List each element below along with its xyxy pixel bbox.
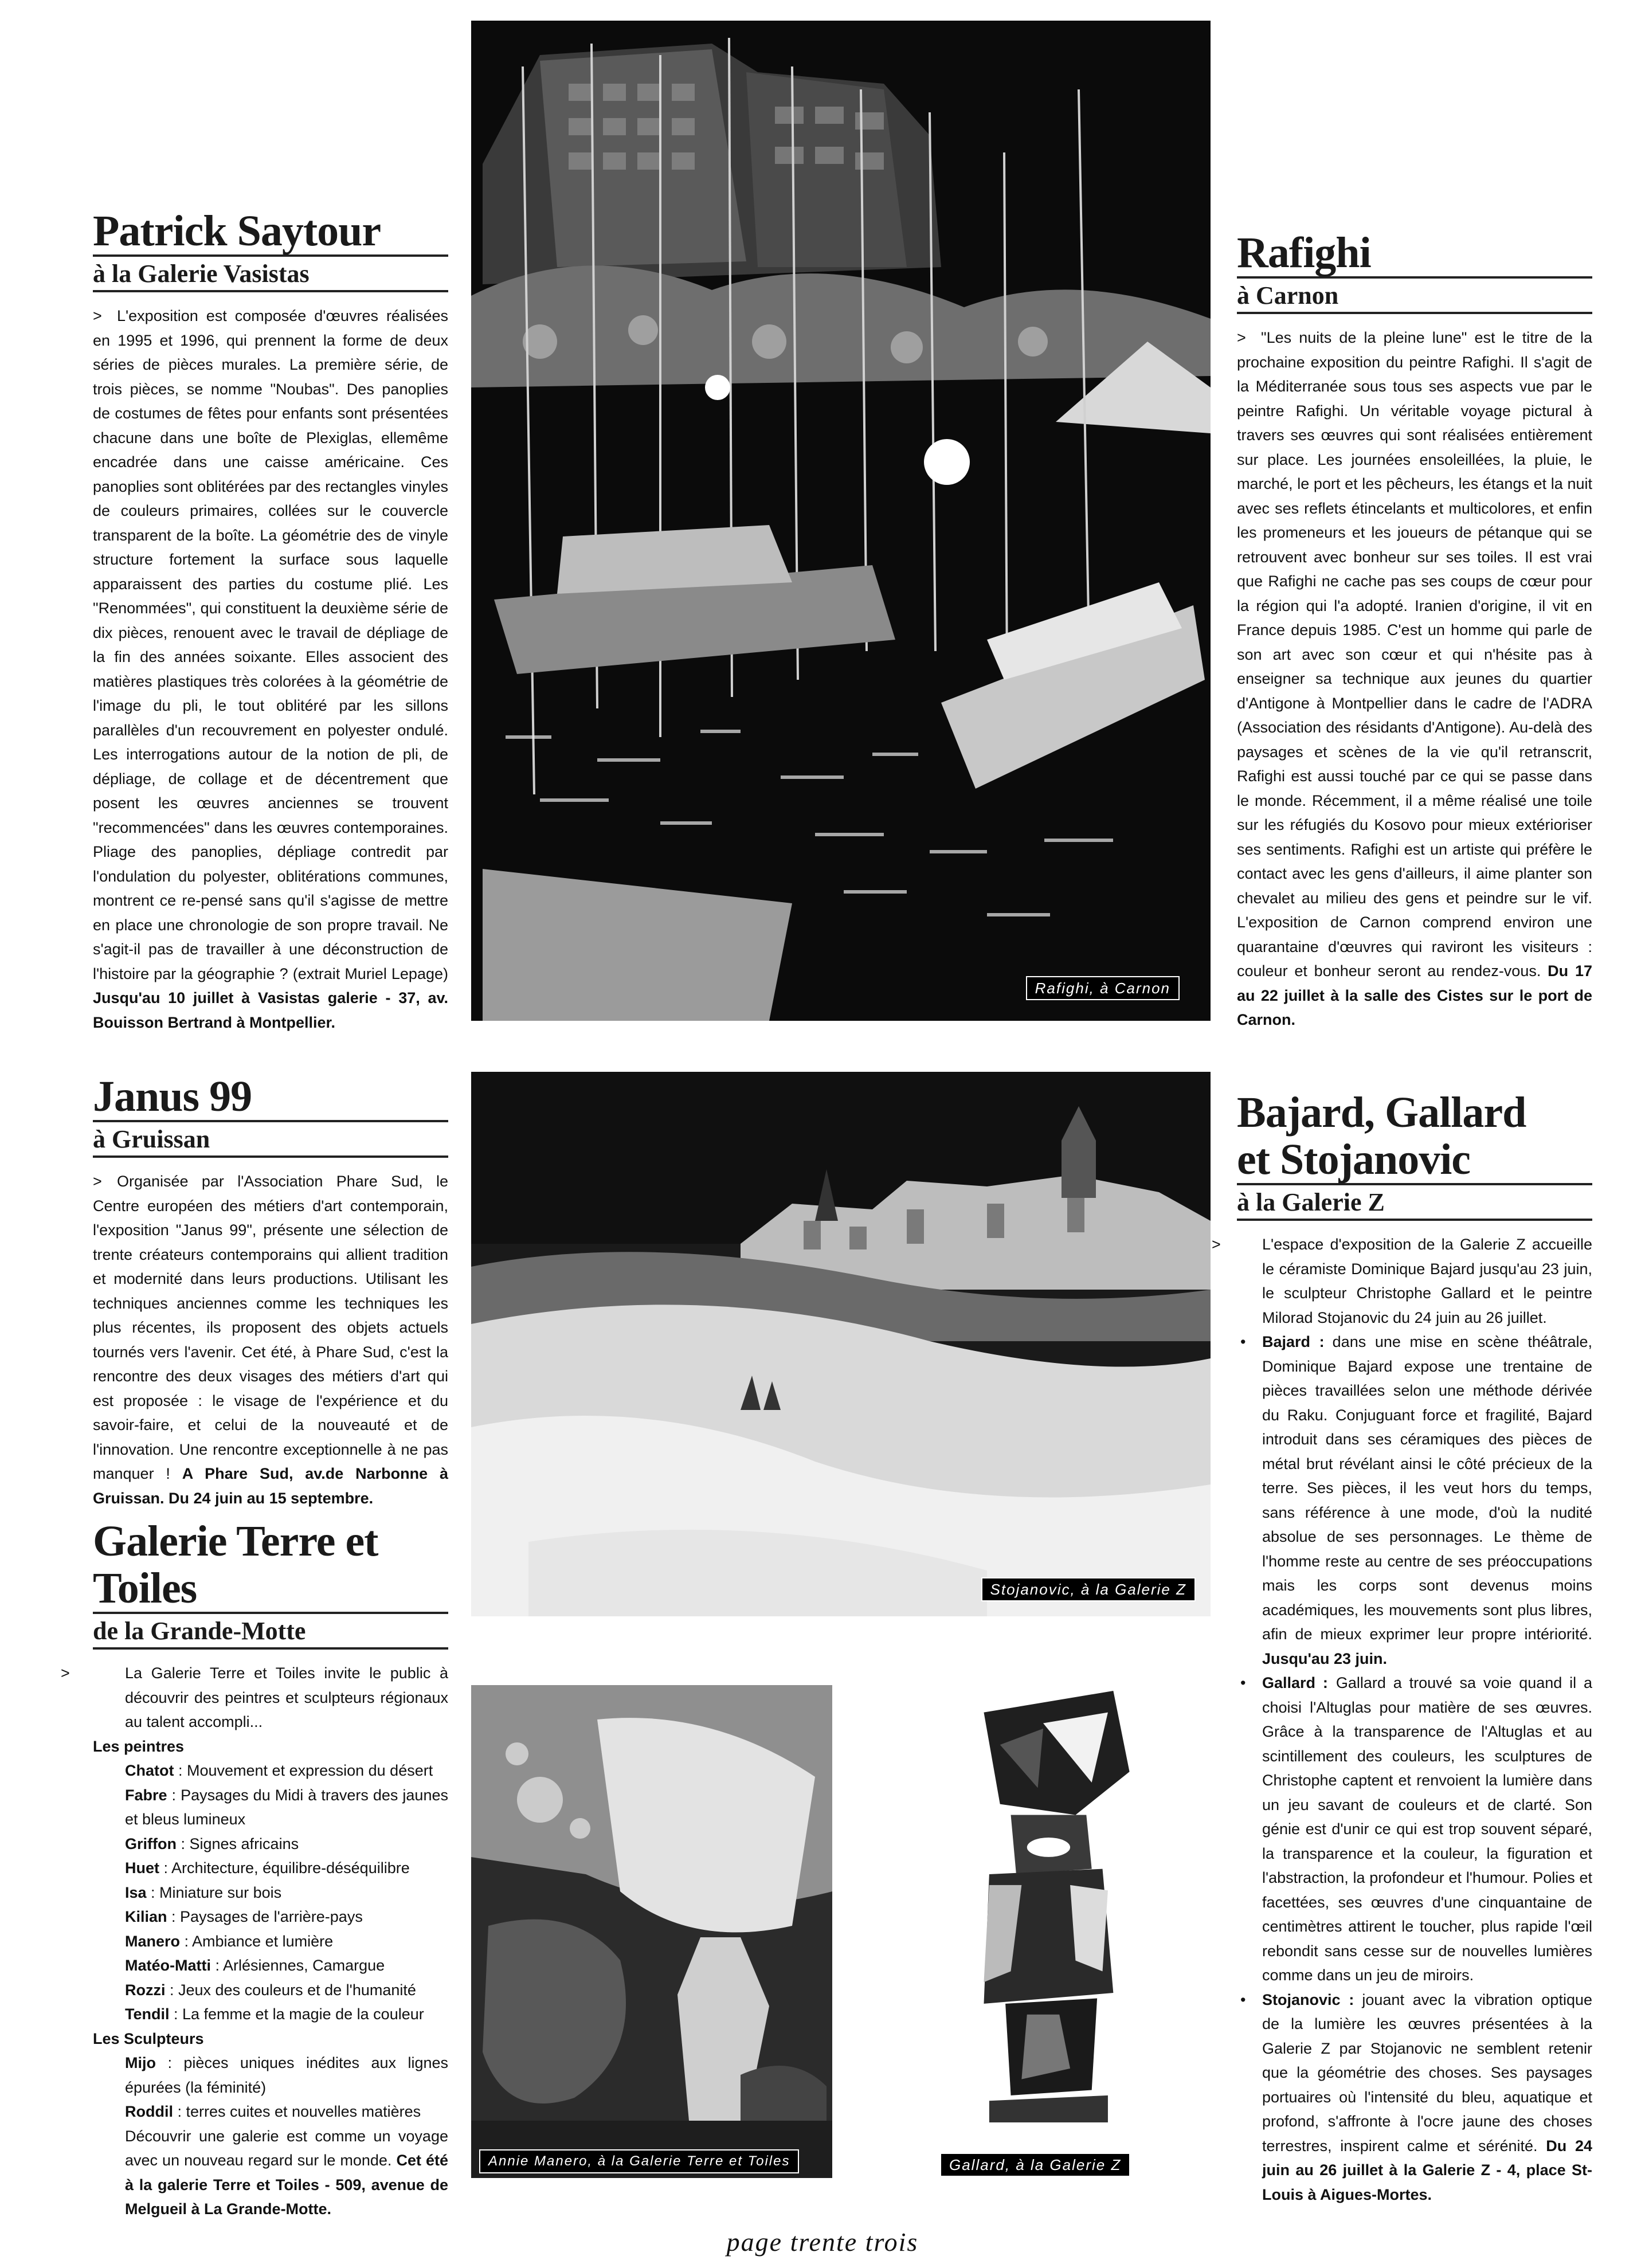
coastal-village-illustration [471, 1072, 1211, 1616]
article-title-line1: Bajard, Gallard [1237, 1088, 1526, 1137]
article-body [1237, 326, 1592, 1032]
article-subtitle: à Gruissan [93, 1126, 448, 1158]
article-text: Organisée par l'Association Phare Sud, le Centre européen des métiers d'art contemporain, l'exposition "Janus 99", présente une sélection de trente créateurs contemporains qui allient tradition et modernité dans leurs productions. Utilisant les techniques anciennes comme les techniques les plus récentes, ils proposent des objets actuels tournés vers l'avenir. Cet été, à Phare Sud, c'est la rencontre des deux visages des métiers d'art qui est proposée : le visage de l'expérience et du savoir-faire, et celui de la nouveauté et de l'innovation. Une rencontre exceptionnelle à ne pas manquer ! [93, 1173, 448, 1482]
caption-manero: Annie Manero, à la Galerie Terre et Toiles [479, 2149, 799, 2173]
article-rafighi [1237, 229, 1592, 1032]
article-saytour [93, 207, 448, 1035]
sculpture-illustration [929, 1691, 1158, 2149]
list-item: Tendil : La femme et la magie de la couleur [125, 2005, 424, 2023]
article-text: "Les nuits de la pleine lune" est le titre de la prochaine exposition du peintre Rafighi. Il s'agit de la Méditerranée sous tous ses aspects vue par le peintre Rafighi. Un véritable voyage pictural à travers ses œuvres qui sont réalisées entièrement sur place. Les journées ensoleillées, la pluie, le marché, le port et les pêcheurs, les étangs et la nuit avec ses reflets étincelants et multicolores, et enfin les promeneurs et les joueurs de pétanque qui se retrouvent avec bonheur sur ses toiles. Il est vrai que Rafighi ne cache pas ses coups de cœur pour la région qui l'a adopté. Iranien d'origine, il vit en France depuis 1985. C'est un homme qui parle de son art avec son cœur et qui n'hésite pas à enseigner sa technique aux jeunes du quartier d'Antigone à Montpellier dans le cadre de l'ADRA (Association des résidants d'Antigone). Au-delà des paysages et scènes de la vie qu'il retranscrit, Rafighi est aussi touché par ce qui se passe dans le monde. Récemment, il a même réalisé une toile sur les réfugiés du Kosovo pour mieux extérioriser ses sentiments. Rafighi est un artiste qui préfère le contact avec les gens d'ailleurs, il aime planter son chevalet au milieu des gens et peindre sur le vif. L'exposition de Carnon comprend environ une quarantaine d'œuvres qui raviront les visiteurs : couleur et bonheur seront au rendez-vous. [1237, 329, 1592, 980]
article-intro: > L'espace d'exposition de la Galerie Z accueille le céramiste Dominique Bajard jusqu'au 23 juin, le sculpteur Christophe Gallard et le peintre Milorad Stojanovic du 24 juin au 26 juillet. [1237, 1232, 1592, 1330]
article-title: Galerie Terre et Toiles [93, 1518, 448, 1614]
article-galerie-z [1212, 1088, 1593, 2207]
list-item: Roddil : terres cuites et nouvelles matières [125, 2103, 421, 2120]
article-subtitle: à la Galerie Z [1237, 1189, 1592, 1221]
article-title: Rafighi [1237, 229, 1592, 279]
list-item: Huet : Architecture, équilibre-déséquilibre [125, 1859, 410, 1877]
article-info: Du 17 au 22 juillet à la salle des Cistes sur le port de Carnon. [1237, 962, 1592, 1028]
list-item: Manero : Ambiance et lumière [125, 1932, 334, 1950]
list-item: Fabre : Paysages du Midi à travers des jaunes et bleus lumineux [125, 1786, 448, 1828]
painters-list [93, 1758, 448, 2027]
article-body [93, 304, 448, 1035]
arrow-marker: > [93, 1173, 102, 1190]
article-title: Patrick Saytour [93, 207, 448, 257]
arrow-marker: > [61, 1664, 70, 1682]
article-title: Janus 99 [93, 1073, 448, 1122]
harbor-night-illustration [471, 21, 1211, 1021]
article-title-line2: et Stojanovic [1237, 1136, 1592, 1185]
article-closing: Découvrir une galerie est comme un voyage avec un nouveau regard sur le monde. Cet été à la galerie Terre et Toiles - 509, avenue de Melgueil à La Grande-Motte. [125, 2127, 449, 2218]
arrow-marker: > [1212, 1236, 1221, 1253]
article-body [93, 1169, 448, 1510]
list-item: Matéo-Matti : Arlésiennes, Camargue [125, 1957, 385, 1974]
article-subtitle: de la Grande-Motte [93, 1617, 448, 1650]
painters-heading: Les peintres [93, 1737, 185, 1755]
article-info: Cet été à la galerie Terre et Toiles - 509, avenue de Melgueil à La Grande-Motte. [125, 2152, 449, 2218]
article-body [1212, 1232, 1593, 2207]
list-item: Isa : Miniature sur bois [125, 1883, 282, 1901]
sculptors-list [93, 2051, 448, 2124]
list-item: • Gallard : Gallard a trouvé sa voie quand il a choisi l'Altuglas pour matière de ses œuvres. Grâce à la transparence de l'Altuglas et au scintillement des couleurs, les sculptures de Christophe captent et renvoient la lumière dans un jeu savant de couleurs et de clarté. Son génie est d'unir ce qui est trop souvent séparé, la transparence et la couleur, la figuration et l'abstraction, la profondeur et l'humour. Polies et facettées, ses œuvres d'une cinquantaine de centimètres attirent le toucher, plus rapide l'œil rebondit sans cesse sur de nouvelles lumières comme dans un jeu de miroirs. [1237, 1671, 1592, 1988]
painting-stojanovic-landscape [471, 1072, 1211, 1616]
caption-gallard: Gallard, à la Galerie Z [940, 2153, 1130, 2177]
caption-rafighi: Rafighi, à Carnon [1026, 976, 1180, 1000]
sculptors-heading: Les Sculpteurs [93, 2030, 204, 2047]
caption-stojanovic: Stojanovic, à la Galerie Z [981, 1577, 1196, 1601]
artist-list [1237, 1330, 1592, 2207]
article-intro: > La Galerie Terre et Toiles invite le public à découvrir des peintres et sculpteurs régionaux au talent accompli... [93, 1661, 448, 1734]
list-item: Rozzi : Jeux des couleurs et de l'humanité [125, 1981, 416, 1999]
painting-manero-still-life [471, 1685, 832, 2178]
article-terre-et-toiles [61, 1517, 449, 2222]
article-janus [93, 1073, 448, 1510]
article-info: A Phare Sud, av.de Narbonne à Gruissan. Du 24 juin au 15 septembre. [93, 1465, 448, 1507]
list-item: Mijo : pièces uniques inédites aux lignes épurées (la féminité) [125, 2054, 448, 2096]
article-subtitle: à la Galerie Vasistas [93, 260, 448, 292]
arrow-marker: > [1237, 329, 1246, 346]
article-text: L'exposition est composée d'œuvres réalisées en 1995 et 1996, qui prennent la forme de deux séries de pièces murales. La première série, de trois pièces, se nomme "Noubas". Des panoplies de costumes de fêtes pour enfants sont présentées chacune dans une boîte de Plexiglas, ellemême encadrée dans une caisse américaine. Ces panoplies sont oblitérées par des rectangles vinyles de couleurs primaires, collées sur le couvercle transparent de la boîte. La géométrie des de vinyle structure fortement la surface sous laquelle apparaissent des parties du costume plié. Les "Renommées", qui constituent la deuxième série de dix pièces, renouent avec le travail de dépliage de la fin des années soixante. Elles associent des matières plastiques très colorées à la géométrie de l'image du pli, le tout oblitéré par les sillons parallèles d'un recouvrement en polyester ondulé. Les interrogations autour de la notion de pli, de dépliage, de collage et de décentrement que posent les œuvres anciennes se trouvent "recommencées" dans les œuvres contemporaines. Pliage des panoplies, dépliage contredit par l'ondulation du polyester, oblitérations communes, montrent ce re-pensé sans qu'il s'agisse de mettre en place une chronologie de son propre travail. Ne s'agit-il pas de travailler à une déconstruction de l'histoire par la géographie ? (extrait Muriel Lepage) [93, 307, 448, 982]
list-item: Chatot : Mouvement et expression du désert [125, 1762, 433, 1779]
article-subtitle: à Carnon [1237, 282, 1592, 314]
article-info: Jusqu'au 10 juillet à Vasistas galerie - 37, av. Bouisson Bertrand à Montpellier. [93, 989, 448, 1031]
still-life-illustration [471, 1685, 832, 2178]
list-item: • Stojanovic : jouant avec la vibration optique de la lumière les œuvres présentées à la Galerie Z par Stojanovic ne semblent retenir que la géométrie des choses. Ses paysages portuaires où l'intensité du bleu, aquatique et profond, s'affronte à l'ocre jaune des choses terrestres, inspirent calme et sérénité. Du 24 juin au 26 juillet à la Galerie Z - 4, place St-Louis à Aigues-Mortes. [1237, 1988, 1592, 2207]
list-item: Kilian : Paysages de l'arrière-pays [125, 1908, 363, 1925]
sculpture-gallard [929, 1691, 1158, 2178]
article-body [61, 1661, 449, 2222]
list-item: Griffon : Signes africains [125, 1835, 299, 1852]
page-footer: page trente trois [726, 2227, 919, 2257]
painting-rafighi-harbor [471, 21, 1211, 1021]
arrow-marker: > [93, 307, 102, 324]
list-item: • Bajard : dans une mise en scène théâtrale, Dominique Bajard expose une trentaine de pièces travaillées selon une méthode dérivée du Raku. Conjuguant force et fragilité, Bajard introduit dans ses céramiques des pièces de métal brut révélant ainsi le côté précieux de la terre. Ses pièces, il les veut hors du temps, sans référence à une mode, d'où la nudité absolue de ses personnages. Le thème de l'homme reste au centre de ses préoccupations mais les corps sont devenus moins académiques, les mouvements sont plus libres, afin de mieux exprimer leur propre intériorité. Jusqu'au 23 juin. [1237, 1330, 1592, 1671]
